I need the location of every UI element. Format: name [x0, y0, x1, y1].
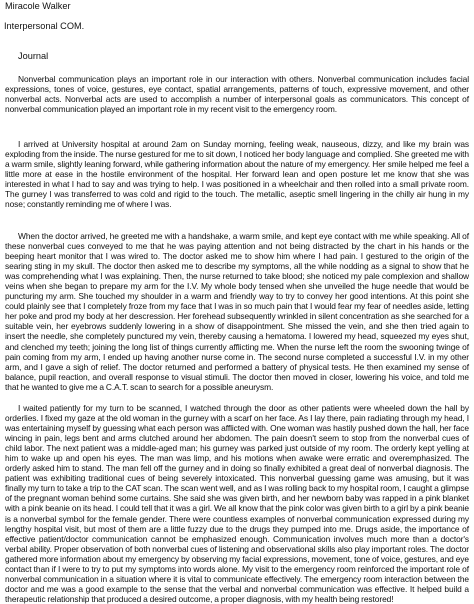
- course-name: Interpersonal COM.: [4, 21, 85, 31]
- document-title: Journal: [18, 51, 49, 61]
- paragraph-arrival: I arrived at University hospital at around 2am on Sunday morning, feeling weak, nauseous, dizzy, and like my brain was exploding from the inside. The nurse gestured for me to sit down, I noticed her body language and complied. She greeted me with a warm smile, slightly leaning forward, while gathering information about the nature of my emergency. Her smile helped me feel a little more at ease in the hostile environment of the hospital. Her forward lean and open posture let me know that she was interested in what I had to say and was trying to help. I was positioned in a wheelchair and then rolled into a small private room. The gurney I was transferred to was cold and rigid to the touch. The metallic, aseptic smell lingering in the chilly air hung in my nose; constantly reminding me of where I was.: [5, 139, 469, 210]
- paragraph-doctor: When the doctor arrived, he greeted me with a handshake, a warm smile, and kept eye contact with me while speaking. All of these nonverbal cues conveyed to me that he was paying attention and not being distracted by the chart in his hands or the beeping heart monitor that I was wired to. The doctor asked me to show him where I had pain. I gestured to the origin of the searing sting in my skull. The doctor then asked me to describe my symptoms, all the while nodding as a signal to show that he was comprehending what I was explaining. Then, the nurse returned to take blood; she noticed my pale complexion and shallow veins when she began to prepare my arm for the I.V. My whole body tensed when she unveiled the huge needle that would be puncturing my arm. She touched my shoulder in a warm and friendly way to try to convey her good intentions. At this point she could plainly see that I completely froze from my face that I was in so much pain that I would fear my fear of needles aside, letting her poke and prod my body at her descression. Her forehead subsequently wrinkled in silent concentration as she searched for a suitable vein, her eyebrows suddenly lowering in a show of disappointment. She missed the vein, and she then tried again to insert the needle, she completely punctured my vein, thereby causing a hematoma. I lowered my head, squeezed my eyes shut, and clenched my teeth; joining the long list of things currently afflicting me. When the nurse left the room the swooning twinge of pain coming from my arm, I ended up having another nurse come in. The second nurse completed a successful I.V. in my other arm, and I gave a sigh of relief. The doctor returned and performed a battery of physical tests. He then examined my sense of balance, pupil reaction, and overall response to visual stimuli. The doctor then moved in closer, lowering his voice, and told me that he wanted to give me a C.A.T. scan to search for a possible aneurysm.: [5, 231, 469, 392]
- paragraph-waiting: I waited patiently for my turn to be scanned, I watched through the door as other patients were wheeled down the hall by orderlies. I fixed my gaze at the old woman in the gurney with a scarf on her face. As I lay there, pain radiating through my head, I was entertaining myself by guessing what each person was afflicted with. One woman was hastily pushed down the hall, her face wincing in pain, legs bent and arms clutched around her abdomen. The pain doesn't seem to stop from the nonverbal cues of child labor. The next patient was a middle-aged man; his gurney was parked just outside of my room. The orderly kept yelling at him to wake up and open his eyes. The man was limp, and his motions when awake were erratic and overemphasized. The orderly asked him to stand. The man fell off the gurney and in doing so finally exhibited a great deal of nonverbal diagnosis. The patient was exhibiting traditional cues of being severely intoxicated. This nonverbal guessing game was amusing, but it was finally my turn to take a trip to the CAT scan. The scan went well, and as I was rolling back to my hospital room, I caught a glimpse of the pregnant woman behind some curtains. She said she was given birth, and her newborn baby was rapped in a pink blanket with a pink beanie on its head. I could tell that it was a girl. We all know that the pink color was given birth to a girl by a pink beanie is a nonverbal symbol for the female gender. There were countless examples of nonverbal communication expressed during my lengthy hospital visit, but most of them are a little fuzzy due to the drugs they pumped into me. Drugs aside, the importance of effective patient/doctor communication cannot be emphasized enough. Communication involves much more than a doctor's verbal ability. Proper observation of both nonverbal cues of listening and observational skills also play important roles. The doctor gathered more information about my emergency by observing my facial expressions, movement, tone of voice, gestures, and eye contact than if I were to try to put my symptoms into words alone. My visit to the emergency room reinforced the important role of nonverbal communication in a situation where it is vital to communicate effectively. The emergency room interaction between the doctor and me was a good example to the sense that the verbal and nonverbal communication was effective. It helped build a therapeutic relationship that produced a desired outcome, a proper diagnosis, with my health being restored!: [5, 403, 469, 604]
- author-name: Miracole Walker: [5, 1, 71, 11]
- paragraph-intro: Nonverbal communication plays an important role in our interaction with others. Nonverbal communication includes facial expressions, tones of voice, gestures, eye contact, spatial arrangements, patterns of touch, expressive movement, and other nonverbal acts. Nonverbal acts are used to accomplish a number of interpersonal goals as communicators. This concept of nonverbal communication played an important role in my recent visit to the emergency room.: [5, 74, 469, 115]
